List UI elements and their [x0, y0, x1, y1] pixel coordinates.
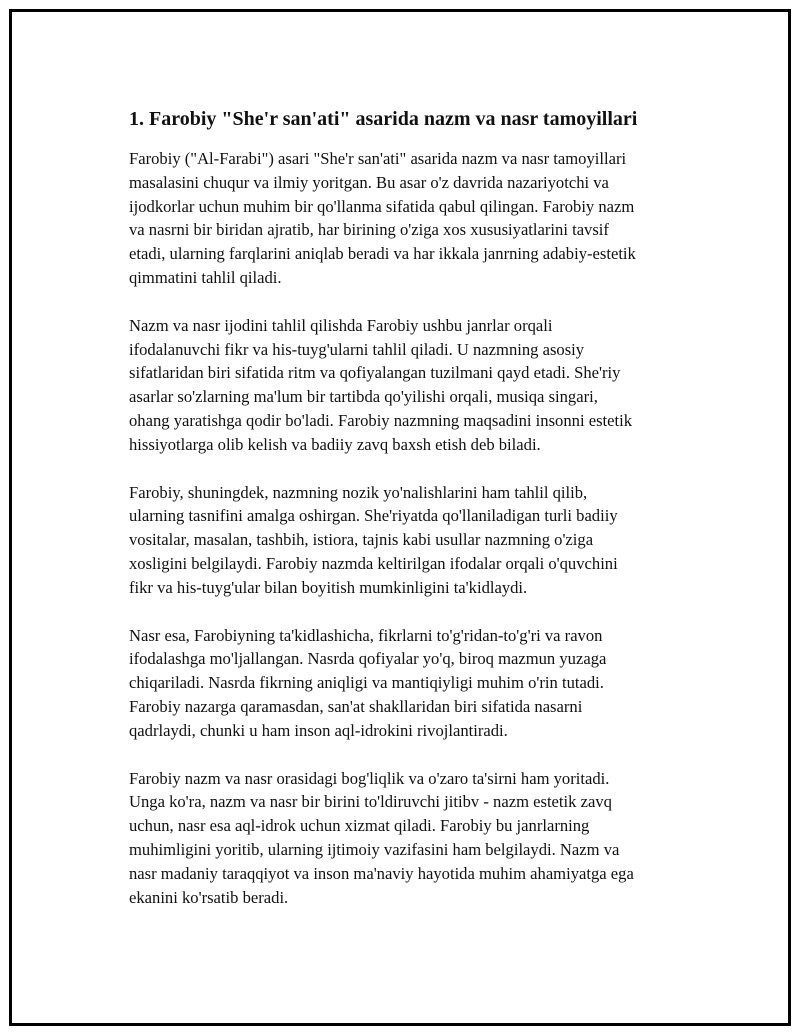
text-line: ohang yaratishga qodir bo'ladi. Farobiy nazmning maqsadini insonni estetik	[129, 410, 633, 430]
paragraph-5	[129, 767, 699, 910]
text-line: Farobiy nazm va nasr orasidagi bog'liqlik va o'zaro ta'sirni ham yoritadi.	[129, 768, 610, 788]
paragraph-3	[129, 481, 699, 600]
text-line: Unga ko'ra, nazm va nasr bir birini to'ldiruvchi jitibv - nazm estetik zavq	[129, 792, 612, 812]
document-body	[129, 106, 699, 933]
text-line: ifodalanuvchi fikr va his-tuyg'ularni tahlil qiladi. U nazmning asosiy	[129, 339, 585, 359]
paragraph-4	[129, 624, 699, 743]
text-line: Farobiy nazarga qaramasdan, san'at shakllaridan biri sifatida nasarni	[129, 696, 583, 716]
text-line: Farobiy, shuningdek, nazmning nozik yo'nalishlarini ham tahlil qilib,	[129, 482, 588, 502]
text-line: ularning tasnifini amalga oshirgan. She'riyatda qo'llaniladigan turli badiiy	[129, 506, 618, 526]
text-line: Nazm va nasr ijodini tahlil qilishda Farobiy ushbu janrlar orqali	[129, 315, 553, 335]
text-line: uchun, nasr esa aql-idrok uchun xizmat qiladi. Farobiy bu janrlarning	[129, 816, 590, 836]
text-line: vositalar, masalan, tashbih, istiora, tajnis kabi usullar nazmning o'ziga	[129, 530, 594, 550]
text-line: qadrlaydi, chunki u ham inson aql-idrokini rivojlantiradi.	[129, 720, 508, 740]
text-line: nasr madaniy taraqqiyot va inson ma'naviy hayotida muhim ahamiyatga ega	[129, 863, 634, 883]
paragraph-1	[129, 147, 699, 290]
text-line: Farobiy ("Al-Farabi") asari "She'r san'ati" asarida nazm va nasr tamoyillari	[129, 149, 627, 168]
text-line: etadi, ularning farqlarini aniqlab beradi va har ikkala janrning adabiy-estetik	[129, 244, 636, 264]
text-line: va nasrni bir biridan ajratib, har birining o'ziga xos xususiyatlarini tavsif	[129, 220, 609, 240]
paragraph-2	[129, 314, 699, 457]
text-line: masalasini chuqur va ilmiy yoritgan. Bu asar o'z davrida nazariyotchi va	[129, 172, 609, 192]
text-line: muhimligini yoritib, ularning ijtimoiy vazifasini ham belgilaydi. Nazm va	[129, 839, 620, 859]
text-line: chiqariladi. Nasrda fikrning aniqligi va mantiqiyligi muhim o'rin tutadi.	[129, 673, 604, 693]
text-line: hissiyotlarga olib kelish va badiiy zavq baxsh etish deb biladi.	[129, 434, 541, 454]
text-line: sifatlaridan biri sifatida ritm va qofiyalangan tuzilmani qayd etadi. She'riy	[129, 363, 621, 383]
document-title: 1. Farobiy "She'r san'ati" asarida nazm va nasr tamoyillari	[129, 108, 638, 130]
text-line: qimmatini tahlil qiladi.	[129, 267, 282, 287]
text-line: asarlar so'zlarning ma'lum bir tartibda qo'yilishi orqali, musiqa singari,	[129, 387, 598, 407]
text-line: ekanini ko'rsatib beradi.	[129, 887, 289, 907]
text-line: xosligini belgilaydi. Farobiy nazmda keltirilgan ifodalar orqali o'quvchini	[129, 553, 618, 573]
text-line: fikr va his-tuyg'ular bilan boyitish mumkinligini ta'kidlaydi.	[129, 577, 528, 597]
page-border	[9, 9, 791, 1026]
text-line: ijodkorlar uchun muhim bir qo'llanma sifatida qabul qilingan. Farobiy nazm	[129, 196, 635, 216]
text-line: Nasr esa, Farobiyning ta'kidlashicha, fikrlarni to'g'ridan-to'g'ri va ravon	[129, 625, 603, 645]
text-line: ifodalashga mo'ljallangan. Nasrda qofiyalar yo'q, biroq mazmun yuzaga	[129, 649, 607, 669]
